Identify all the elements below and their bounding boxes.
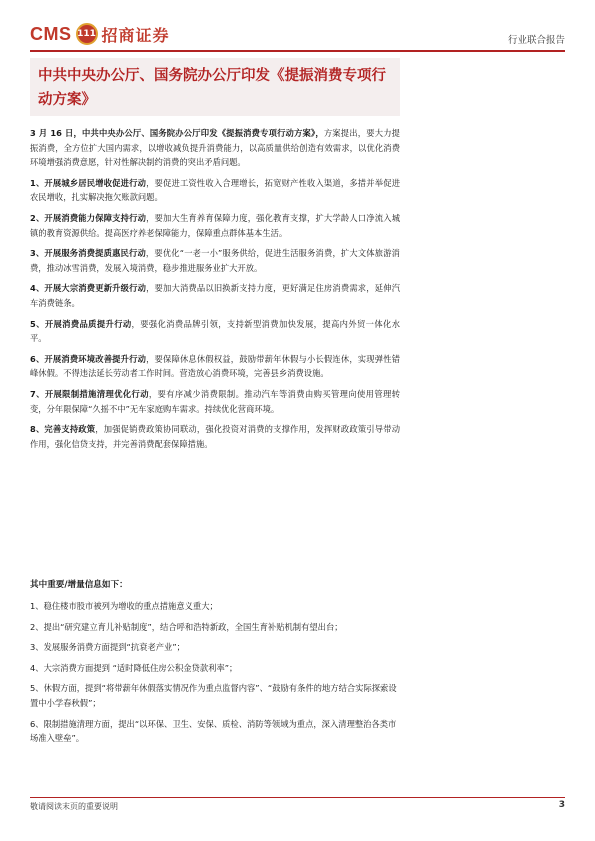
logo-chinese-name: 招商证券 (101, 25, 170, 45)
action-item-lead: 1、开展城乡居民增收促进行动 (30, 177, 147, 188)
action-item-lead: 5、开展消费品质提升行动 (30, 318, 132, 329)
footer-disclaimer-note: 敬请阅读末页的重要说明 (30, 802, 118, 811)
page-header (30, 22, 565, 50)
key-info-item: 6、限制措施清理方面，提出“以环保、卫生、安保、质检、消防等领域为重点，深入清理整治各类市场准入壁垒”。 (30, 718, 397, 744)
key-info-list (30, 599, 400, 746)
action-item-lead: 3、开展服务消费提质惠民行动 (30, 248, 146, 259)
action-item-text: ，要有序减少消费限制。推动汽车等消费由购买管理向使用管理转变，分年限保障“久摇不中”无车家庭购车需求。持续优化营商环境。 (30, 388, 400, 414)
intro-paragraph (30, 126, 400, 170)
action-item-text: ，要优化“一老一小”服务供给，促进生活服务消费，扩大文体旅游消费，推动冰雪消费，发展入境消费，稳步推进服务业扩大开放。 (30, 248, 400, 273)
key-info-item: 4、大宗消费方面提到 “适时降低住房公积金贷款利率”； (30, 662, 238, 673)
action-item-lead: 8、完善支持政策 (30, 424, 96, 435)
action-item-lead: 6、开展消费环境改善提升行动 (30, 353, 147, 364)
action-item (30, 281, 400, 310)
key-info-item: 1、稳住楼市股市被列为增收的重点措施意义重大； (30, 601, 218, 611)
intro-date-lead: 3 月 16 日，中共中央办公厅、国务院办公厅印发《提振消费专项行动方案》， (30, 128, 324, 138)
action-item (30, 211, 400, 240)
action-item-text: ，加强促销费政策协同联动，强化投资对消费的支撑作用，发挥财政政策引导带动作用，强化信贷支持，并完善消费配套保障措施。 (30, 424, 400, 449)
section-title: 中共中央办公厅、国务院办公厅印发《提振消费专项行动方案》 (38, 68, 386, 108)
logo-cms-text: CMS (30, 23, 72, 44)
action-item (30, 387, 400, 416)
action-item-text: ，要强化消费品牌引领，支持新型消费加快发展，提高内外贸一体化水平。 (30, 318, 400, 344)
action-item-text: ，要保障休息休假权益，鼓励带薪年休假与小长假连休，实现弹性错峰休假。不得违法延长劳动者工作时间。营造放心消费环境，完善县乡消费设施。 (30, 353, 400, 379)
key-info-item: 2、提出“研究建立育儿补贴制度”，结合呼和浩特新政，全国生育补贴机制有望出台； (30, 621, 343, 632)
footer-divider (30, 797, 565, 798)
header-divider (30, 50, 565, 52)
action-item-text: ，要加大生育养育保障力度，强化教育支撑，扩大学龄人口净流入城镇的教育资源供给。提高医疗养老保障能力，保障重点群体基本生活。 (30, 212, 400, 238)
action-item-lead: 2、开展消费能力保障支持行动 (30, 212, 147, 223)
action-item (30, 422, 400, 451)
page-number: 3 (558, 800, 565, 810)
key-info-item: 3、发展服务消费方面提到“抗衰老产业”； (30, 642, 185, 653)
action-list (30, 176, 400, 452)
action-item-lead: 4、开展大宗消费更新升级行动 (30, 283, 147, 294)
action-item (30, 246, 400, 275)
action-item (30, 317, 400, 346)
action-item (30, 352, 400, 381)
report-type-label: 行业联合报告 (507, 35, 565, 46)
company-logo (30, 22, 170, 46)
main-content (30, 126, 400, 451)
key-info-item: 5、休假方面，提到“将带薪年休假落实情况作为重点监督内容”、“鼓励有条件的地方结合实际探索设置中小学春秋假”； (30, 683, 397, 708)
logo-badge-icon: 111 (76, 23, 98, 45)
action-item-lead: 7、开展限制措施清理优化行动 (30, 388, 149, 399)
action-item-text: ，要加大消费品以旧换新支持力度，更好满足住房消费需求，延伸汽车消费链条。 (30, 283, 400, 308)
action-item-text: ，要促进工资性收入合理增长，拓宽财产性收入渠道，多措并举促进农民增收，扎实解决拖欠账款问题。 (30, 177, 400, 203)
intro-text: 方案提出，要大力提振消费，全方位扩大国内需求，以增收减负提升消费能力，以高质量供给创造有效需求，以优化消费环境增强消费意愿，针对性解决制约消费的突出矛盾问题。 (30, 128, 400, 168)
action-item (30, 176, 400, 205)
key-info-title: 其中重要/增量信息如下： (30, 580, 128, 590)
key-info-section (30, 578, 400, 746)
section-banner (30, 58, 400, 116)
